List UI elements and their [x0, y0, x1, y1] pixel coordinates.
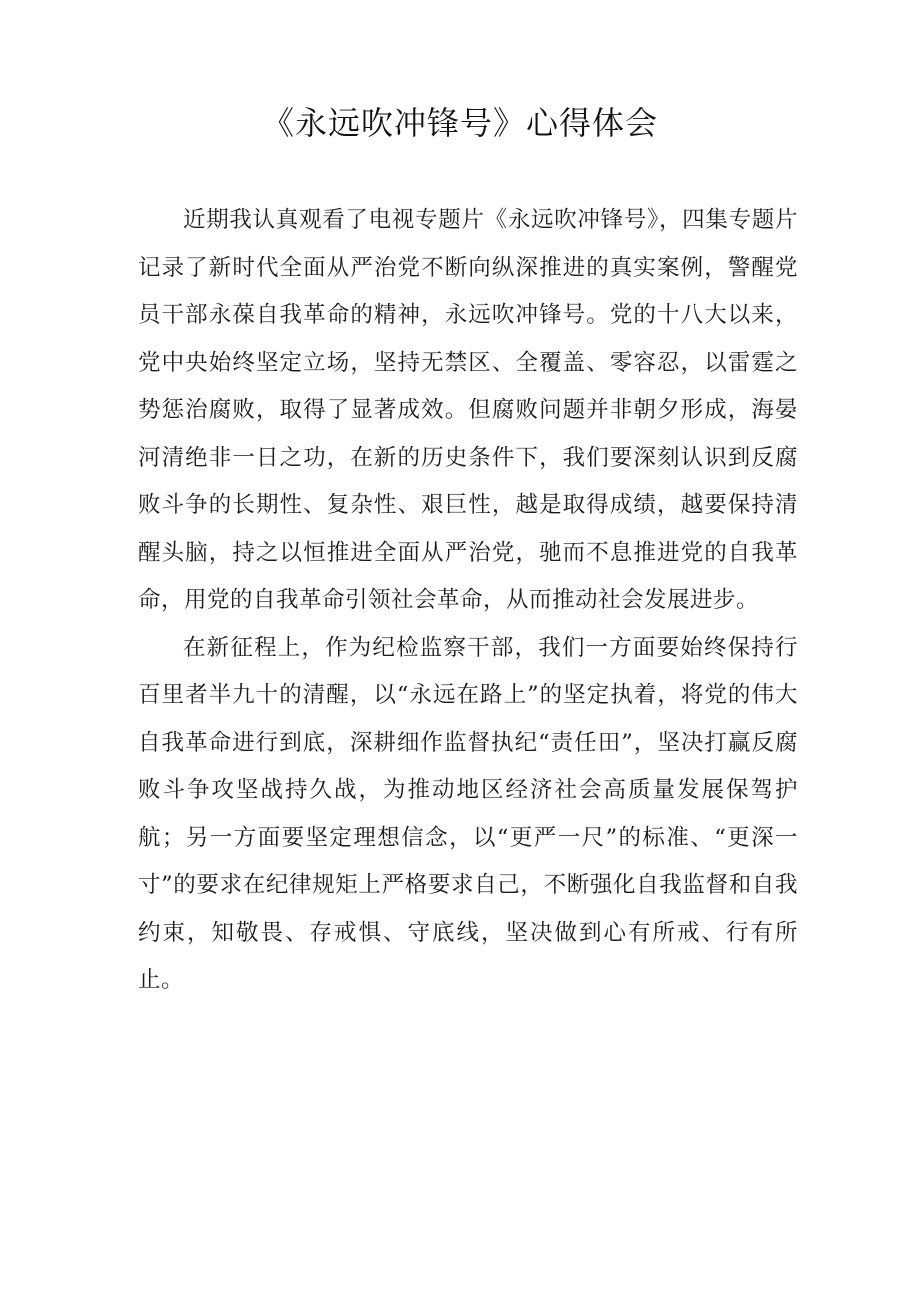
- document-title: 《永远吹冲锋号》心得体会: [261, 104, 658, 142]
- paragraph: 在新征程上，作为纪检监察干部，我们一方面要始终保持行百里者半九十的清醒，以“永远在路上”的坚定执着，将党的伟大自我革命进行到底，深耕细作监督执纪“责任田”，坚决打赢反腐败斗争攻坚战持久战，为推动地区经济社会高质量发展保驾护航；另一方面要坚定理想信念，以“更严一尺”的标准、“更深一寸”的要求在纪律规矩上严格要求自己，不断强化自我监督和自我约束，知敬畏、存戒惧、守底线，坚决做到心有所戒、行有所止。: [138, 634, 798, 993]
- paragraph: 近期我认真观看了电视专题片《永远吹冲锋号》，四集专题片记录了新时代全面从严治党不断向纵深推进的真实案例，警醒党员干部永葆自我革命的精神，永远吹冲锋号。党的十八大以来，党中央始终坚定立场，坚持无禁区、全覆盖、零容忍，以雷霆之势惩治腐败，取得了显著成效。但腐败问题并非朝夕形成，海晏河清绝非一日之功，在新的历史条件下，我们要深刻认识到反腐败斗争的长期性、复杂性、艰巨性，越是取得成绩，越要保持清醒头脑，持之以恒推进全面从严治党，驰而不息推进党的自我革命，用党的自我革命引领社会革命，从而推动社会发展进步。: [138, 207, 798, 613]
- document-body: [138, 197, 798, 1005]
